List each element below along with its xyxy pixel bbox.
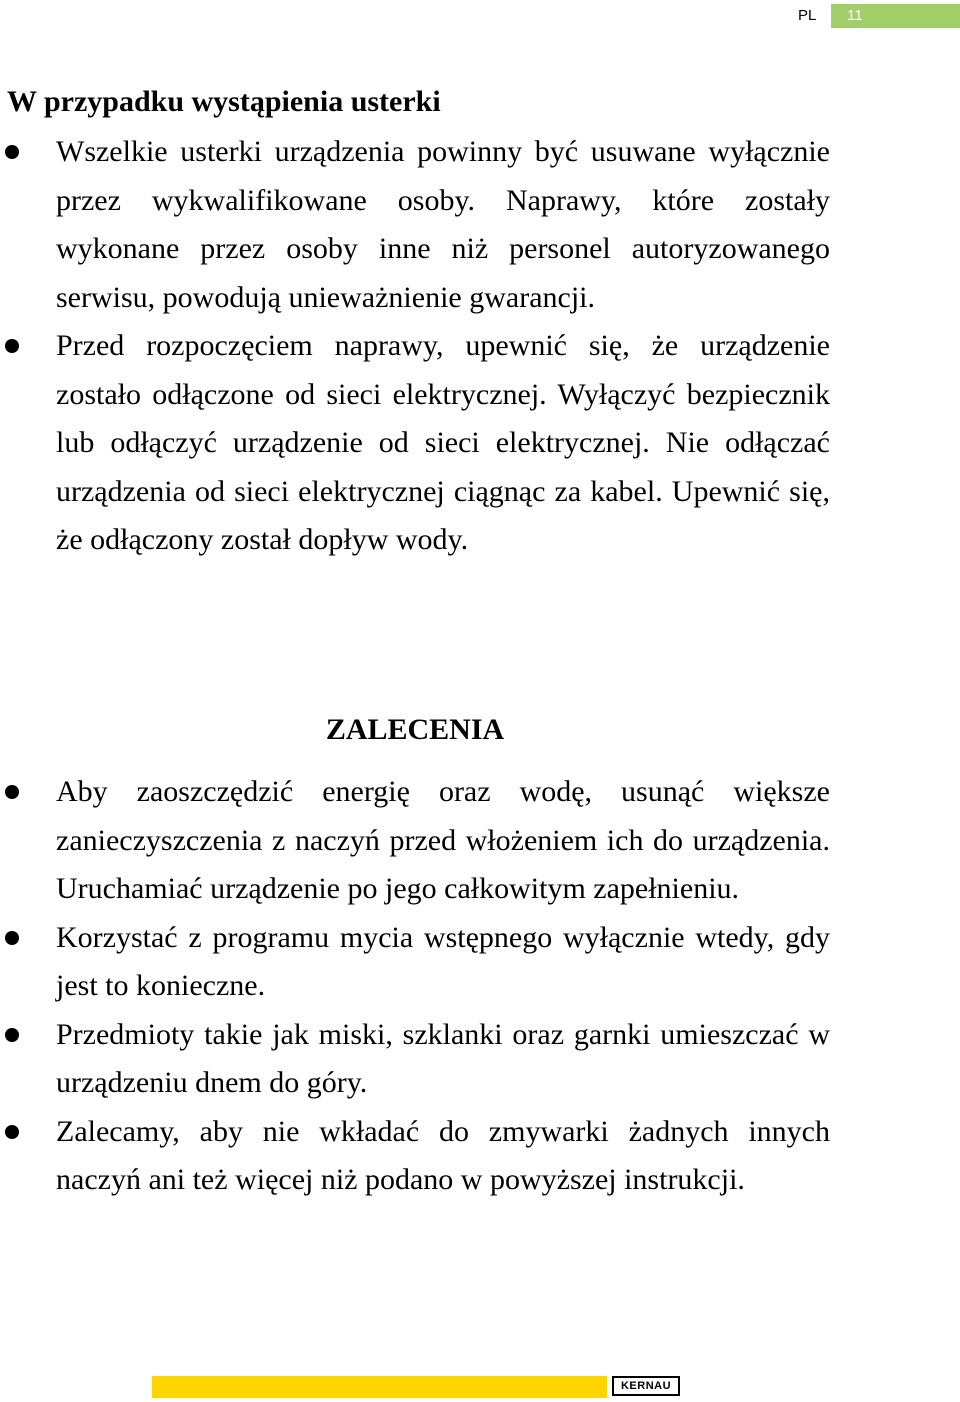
list-item-text: Korzystać z programu mycia wstępnego wyłącznie wtedy, gdy jest to konieczne. <box>56 920 830 1002</box>
section-heading-malfunction: W przypadku wystąpienia usterki <box>7 85 441 118</box>
list-item-text: Aby zaoszczędzić energię oraz wodę, usunąć większe zanieczyszczenia z naczyń przed włożeniem ich do urządzenia. Uruchamiać urządzenie po jego całkowitym zapełnieniu. <box>56 775 830 905</box>
recommendations-list <box>0 768 830 1205</box>
list-item-text: Przedmioty takie jak miski, szklanki oraz garnki umieszczać w urządzeniu dnem do góry. <box>56 1017 830 1099</box>
list-item <box>0 322 830 565</box>
bullet-icon <box>5 1125 19 1139</box>
list-item-text: Wszelkie usterki urządzenia powinny być usuwane wyłącznie przez wykwalifikowane osoby. Naprawy, które zostały wykonane przez osoby inne niż personel autoryzowanego serwisu, powodują unieważnienie gwarancji. <box>56 135 830 314</box>
page-number-bar <box>831 4 960 28</box>
malfunction-list <box>0 128 830 565</box>
list-item-text: Zalecamy, aby nie wkładać do zmywarki żadnych innych naczyń ani też więcej niż podano w powyższej instrukcji. <box>56 1114 830 1196</box>
list-item-text: Przed rozpoczęciem naprawy, upewnić się, że urządzenie zostało odłączone od sieci elektrycznej. Wyłączyć bezpiecznik lub odłączyć urządzenie od sieci elektrycznej. Nie odłączać urządzenia od sieci elektrycznej ciągnąc za kabel. Upewnić się, że odłączony został dopływ wody. <box>56 329 830 556</box>
list-item <box>0 1108 830 1205</box>
section-heading-recommendations: ZALECENIA <box>325 713 505 746</box>
brand-logo <box>612 1376 680 1396</box>
list-item <box>0 128 830 322</box>
language-label: PL <box>798 7 817 24</box>
bullet-icon <box>5 1028 19 1042</box>
bullet-icon <box>5 145 19 159</box>
bullet-icon <box>5 339 19 353</box>
bullet-icon <box>5 931 19 945</box>
footer-accent-bar <box>152 1376 607 1398</box>
list-item <box>0 768 830 914</box>
brand-logo-text: KERNAU <box>620 1380 672 1392</box>
list-item <box>0 914 830 1011</box>
page-number: 11 <box>847 7 863 24</box>
list-item <box>0 1011 830 1108</box>
bullet-icon <box>5 785 19 799</box>
